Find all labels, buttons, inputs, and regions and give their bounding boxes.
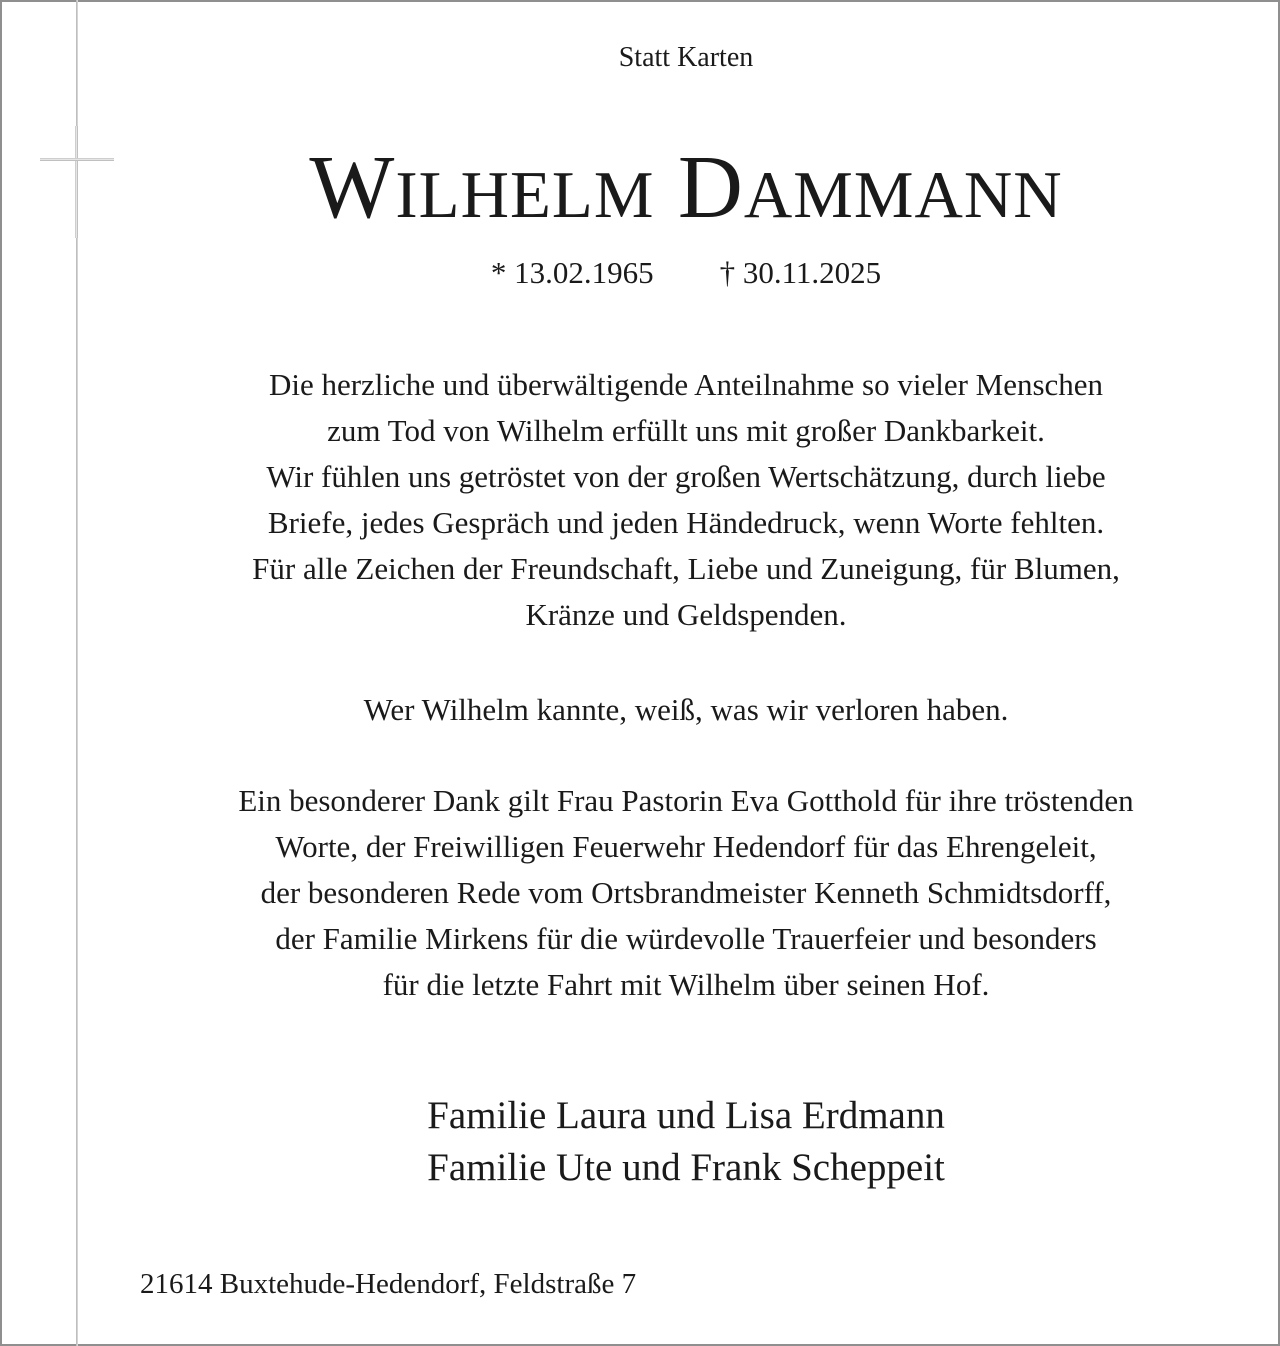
text-line: Briefe, jedes Gespräch und jeden Händedruck, wenn Worte fehlten. [267,505,1105,540]
text-line: für die letzte Fahrt mit Wilhelm über seinen Hof. [382,967,990,1002]
cross-icon [75,126,78,238]
family-signature: Familie Ute und Frank Scheppeit [427,1146,945,1189]
name-rest-first: ILHELM [395,158,655,232]
death-date: † 30.11.2025 [719,255,882,290]
text-line: Kränze und Geldspenden. [525,597,847,632]
name-initial-last: D [677,138,744,237]
name-initial-first: W [309,138,396,237]
address: 21614 Buxtehude-Hedendorf, Feldstraße 7 [140,1268,637,1300]
family-signature: Familie Laura und Lisa Erdmann [427,1094,945,1137]
text-line: zum Tod von Wilhelm erfüllt uns mit großer Dankbarkeit. [327,413,1045,448]
birth-date: * 13.02.1965 [490,255,654,290]
text-line: Worte, der Freiwilligen Feuerwehr Hedendorf für das Ehrengeleit, [275,829,1097,864]
text-line: Für alle Zeichen der Freundschaft, Liebe und Zuneigung, für Blumen, [252,551,1120,586]
text-line: der Familie Mirkens für die würdevolle Trauerfeier und besonders [275,921,1097,956]
life-dates [96,255,1276,291]
text-line: Die herzliche und überwältigende Anteilnahme so vieler Menschen [268,367,1104,402]
pretitle: Statt Karten [618,42,754,73]
text-line: Wer Wilhelm kannte, weiß, was wir verloren haben. [363,692,1009,727]
text-line: Ein besonderer Dank gilt Frau Pastorin Eva Gotthold für ihre tröstenden [238,783,1134,818]
deceased-name [96,140,1276,243]
text-line: der besonderen Rede vom Ortsbrandmeister Kenneth Schmidtsdorff, [260,875,1112,910]
name-rest-last: AMMANN [743,158,1063,232]
text-line: Wir fühlen uns getröstet von der großen Wertschätzung, durch liebe [266,459,1106,494]
